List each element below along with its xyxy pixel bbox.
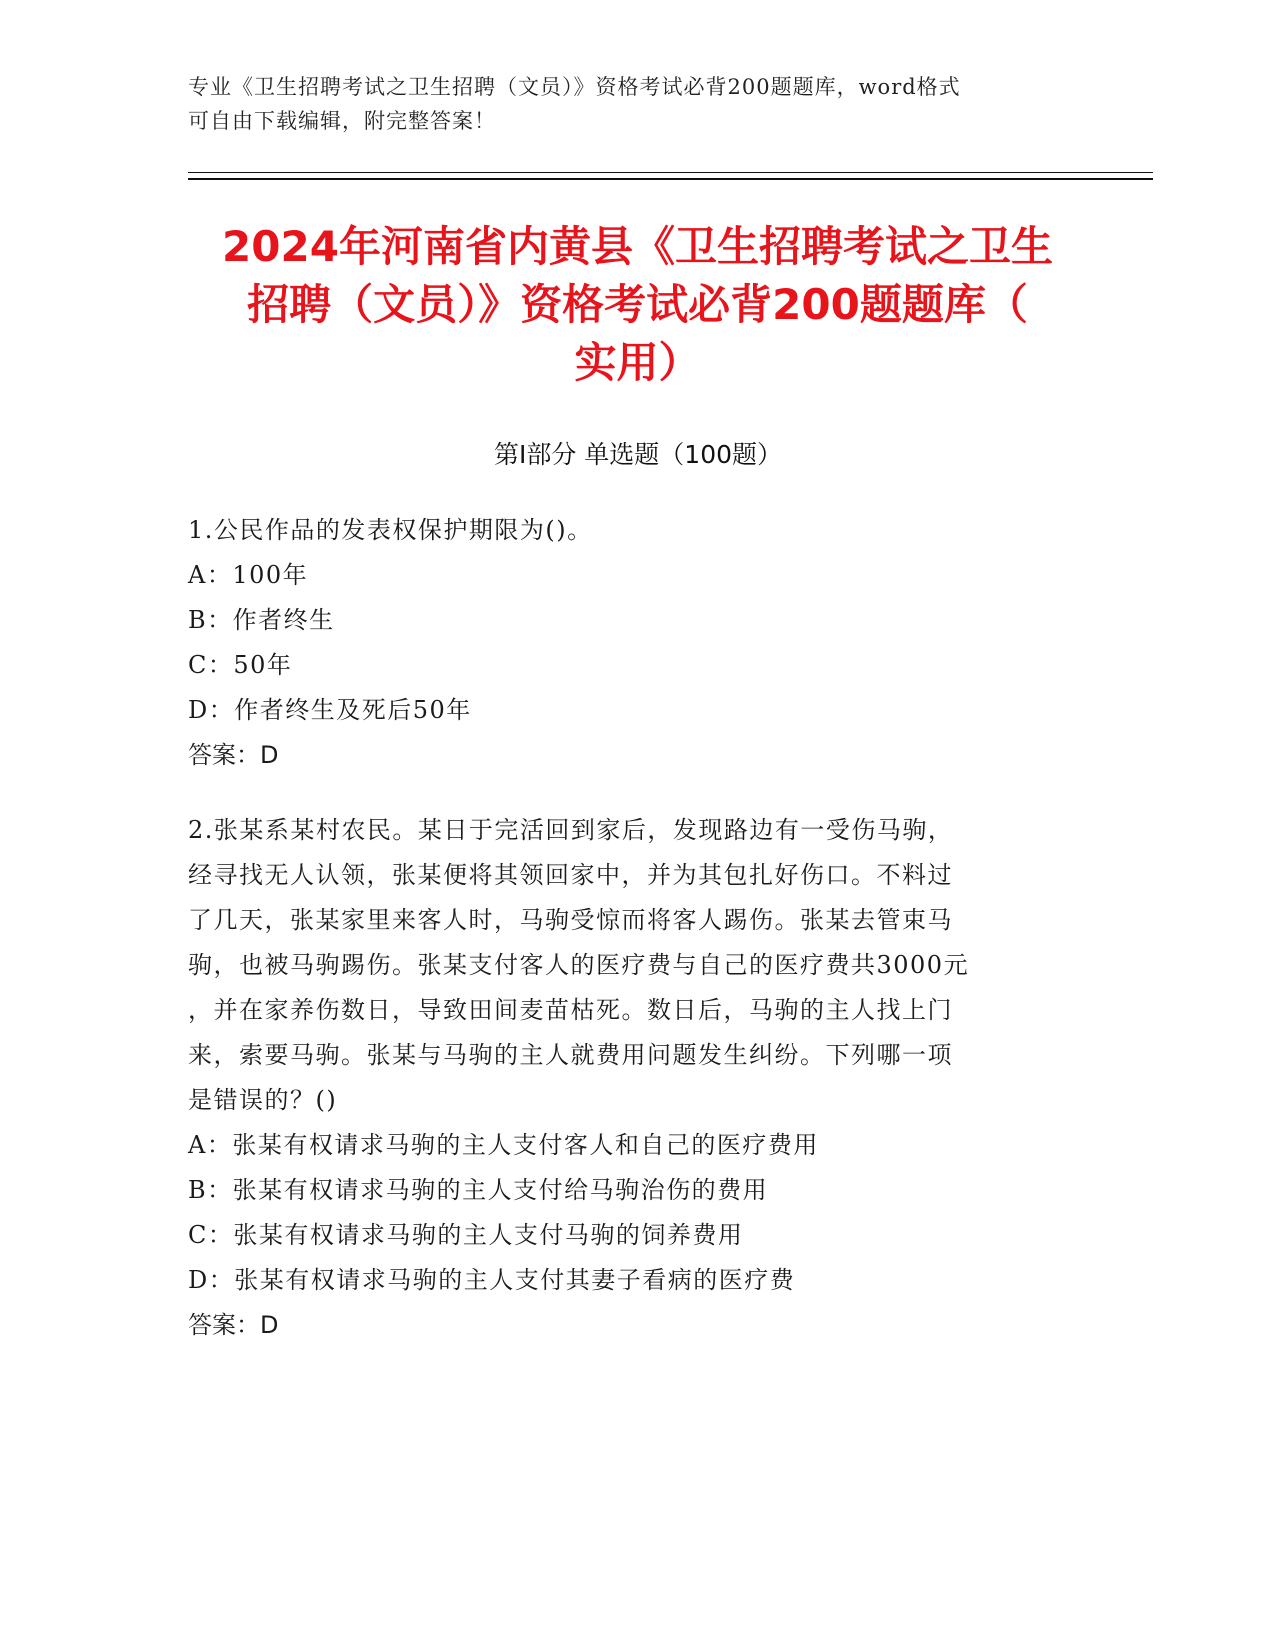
header-divider-thick	[188, 178, 1153, 180]
document-title-line-3: 实用）	[574, 338, 701, 387]
document-title	[170, 218, 1105, 392]
document-title-line-2: 招聘（文员）》资格考试必背200题题库（	[247, 280, 1028, 329]
header-note	[188, 70, 1068, 138]
option-c: C：张某有权请求马驹的主人支付马驹的饲养费用	[188, 1221, 744, 1249]
section-heading: 第Ⅰ部分 单选题（100题）	[493, 440, 783, 469]
question-1	[188, 508, 1068, 778]
header-note-line-2: 可自由下载编辑，附完整答案！	[188, 109, 496, 133]
option-d: D：张某有权请求马驹的主人支付其妻子看病的医疗费	[188, 1266, 796, 1294]
option-d: D：作者终生及死后50年	[188, 696, 472, 724]
option-a: A：100年	[188, 561, 309, 589]
option-b: B：张某有权请求马驹的主人支付给马驹治伤的费用	[188, 1176, 769, 1204]
question-stem-line: 驹，也被马驹踢伤。张某支付客人的医疗费与自己的医疗费共3000元	[188, 951, 970, 979]
question-stem-line: 是错误的？()	[188, 1086, 338, 1114]
option-a: A：张某有权请求马驹的主人支付客人和自己的医疗费用	[188, 1131, 819, 1159]
question-stem-line: 2.张某系某村农民。某日于完活回到家后，发现路边有一受伤马驹，	[188, 816, 954, 844]
question-stem-line: ，并在家养伤数日，导致田间麦苗枯死。数日后，马驹的主人找上门	[188, 996, 953, 1024]
option-c: C：50年	[188, 651, 293, 679]
option-b: B：作者终生	[188, 606, 335, 634]
answer-line: 答案：D	[188, 1311, 279, 1339]
question-stem-line: 了几天，张某家里来客人时，马驹受惊而将客人踢伤。张某去管束马	[188, 906, 953, 934]
header-note-line-1: 专业《卫生招聘考试之卫生招聘（文员）》资格考试必背200题题库，word格式	[188, 75, 961, 99]
answer-line: 答案：D	[188, 741, 279, 769]
question-stem-line: 经寻找无人认领，张某便将其领回家中，并为其包扎好伤口。不料过	[188, 861, 953, 889]
question-stem-line: 来，索要马驹。张某与马驹的主人就费用问题发生纠纷。下列哪一项	[188, 1041, 953, 1069]
document-title-line-1: 2024年河南省内黄县《卫生招聘考试之卫生	[222, 222, 1053, 271]
question-2	[188, 808, 1068, 1348]
question-stem: 1.公民作品的发表权保护期限为()。	[188, 516, 593, 544]
header-divider-thin	[188, 172, 1153, 173]
